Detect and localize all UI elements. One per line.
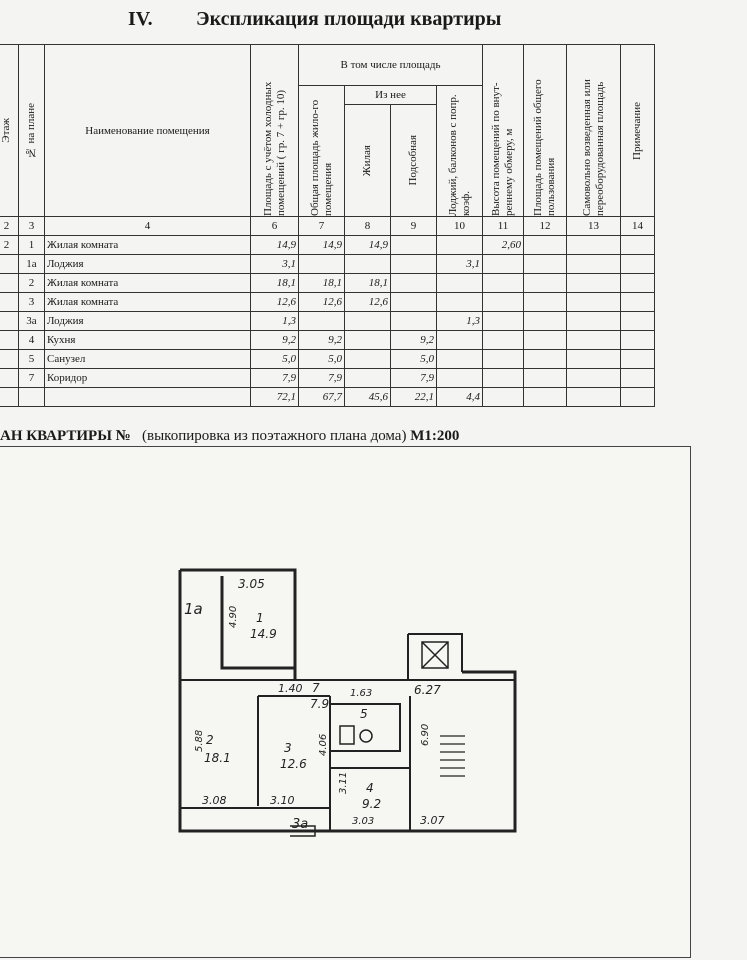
cell-c6: 14,9 [251, 236, 299, 255]
cell-empty [567, 236, 621, 255]
header-area-cold: Площадь с учётом холодных помещений ( гр. 7 + гр. 10) [261, 81, 287, 216]
cell-empty [567, 293, 621, 312]
col-num: 3 [19, 217, 45, 236]
kitchen-area: 9.2 [362, 797, 382, 811]
cell-c6: 5,0 [251, 350, 299, 369]
cell-name: Кухня [45, 331, 251, 350]
room1-area: 14.9 [250, 627, 277, 641]
cell-name: Лоджия [45, 255, 251, 274]
cell-c7 [299, 312, 345, 331]
room2-bottom-dim: 3.08 [202, 794, 227, 807]
cell-no: 7 [19, 369, 45, 388]
room3-bottom-dim: 3.10 [270, 794, 295, 807]
cell-name: Коридор [45, 369, 251, 388]
plan-scale: М1:200 [410, 428, 460, 444]
cell-no: 4 [19, 331, 45, 350]
header-room-name: Наименование помещения [85, 124, 210, 137]
cell-c7: 7,9 [299, 369, 345, 388]
cell-c10 [437, 350, 483, 369]
cell-floor [0, 255, 19, 274]
room2-side-dim: 5.88 [194, 729, 205, 752]
table-row [0, 236, 655, 255]
header-height: Высота помещений по внут-реннему обмеру, м [490, 82, 516, 216]
cell-floor [0, 312, 19, 331]
cell-c8: 14,9 [345, 236, 391, 255]
cell-c9 [391, 274, 437, 293]
cell-c9 [391, 293, 437, 312]
cell-floor [0, 331, 19, 350]
cell-name: Жилая комната [45, 274, 251, 293]
cell-floor: 2 [0, 236, 19, 255]
cell-c8 [345, 350, 391, 369]
col-num: 12 [524, 217, 567, 236]
cell-c7: 18,1 [299, 274, 345, 293]
total-area-general: 67,7 [299, 388, 345, 407]
cell-name: Лоджия [45, 312, 251, 331]
cell-empty [524, 350, 567, 369]
cell-no: 5 [19, 350, 45, 369]
cell-c9: 7,9 [391, 369, 437, 388]
bathtub-icon [340, 726, 354, 744]
cell-c7: 12,6 [299, 293, 345, 312]
explication-table [0, 44, 655, 407]
cell-no: 3 [19, 293, 45, 312]
bath-number: 5 [360, 707, 368, 721]
total-area-cold: 72,1 [251, 388, 299, 407]
header-unauthorized-area: Самовольно возведенная или переоборудованная площадь [580, 79, 606, 216]
floor-plan [0, 446, 690, 958]
cell-empty [621, 312, 655, 331]
cell-empty [621, 350, 655, 369]
table-row [0, 369, 655, 388]
cell-empty [567, 369, 621, 388]
room3-side-dim: 4.06 [318, 733, 329, 756]
cell-c7 [299, 255, 345, 274]
cell-empty [621, 236, 655, 255]
kitchen-side-dim: 3.11 [338, 771, 349, 794]
toilet-icon [360, 730, 372, 742]
loggia3-label: 3а [292, 817, 309, 832]
cell-name: Жилая комната [45, 293, 251, 312]
header-of-which: Из нее [375, 89, 406, 102]
cell-empty [567, 312, 621, 331]
stair-walls [408, 634, 462, 680]
cell-empty [524, 312, 567, 331]
header-utility: Подсобная [407, 135, 419, 186]
cell-floor [0, 293, 19, 312]
cell-empty [621, 255, 655, 274]
elevator-shaft [422, 642, 448, 668]
totals-row [0, 388, 655, 407]
cell-c6: 3,1 [251, 255, 299, 274]
cell-c11 [483, 274, 524, 293]
cell-empty [524, 331, 567, 350]
corridor-height-dim: 1.63 [350, 688, 373, 699]
cell-c6: 18,1 [251, 274, 299, 293]
corridor-width-dim: 1.40 [278, 682, 303, 695]
section-title: Экспликация площади квартиры [196, 8, 502, 30]
cell-empty [567, 274, 621, 293]
cell-c11 [483, 255, 524, 274]
cell-c6: 7,9 [251, 369, 299, 388]
loggia1-label: 1а [184, 600, 203, 618]
total-area-loggia: 4,4 [437, 388, 483, 407]
cell-empty [524, 369, 567, 388]
cell-empty [524, 293, 567, 312]
column-number-row [0, 217, 655, 236]
corridor-area: 7.9 [310, 697, 330, 711]
kitchen-number: 4 [366, 781, 374, 795]
plan-title-prefix: АН КВАРТИРЫ № [0, 428, 131, 444]
cell-no: 3а [19, 312, 45, 331]
section-number: IV. [128, 8, 153, 30]
cell-c10 [437, 369, 483, 388]
cell-c10: 3,1 [437, 255, 483, 274]
cell-c8: 12,6 [345, 293, 391, 312]
room1-side-dim: 4.90 [228, 605, 239, 628]
col-num: 4 [45, 217, 251, 236]
room1-number: 1 [256, 611, 264, 625]
kitchen-width-dim: 3.03 [352, 816, 375, 827]
cell-name: Жилая комната [45, 236, 251, 255]
table-row [0, 274, 655, 293]
table-row [0, 350, 655, 369]
table-body [0, 236, 655, 388]
col-num: 6 [251, 217, 299, 236]
header-incl-area: В том числе площадь [340, 59, 441, 71]
table-row [0, 312, 655, 331]
cell-c6: 1,3 [251, 312, 299, 331]
cell-c10: 1,3 [437, 312, 483, 331]
header-common-area: Площадь помещений общего пользования [532, 79, 558, 216]
header-loggia: Лоджий, балконов с попр. коэф. [446, 94, 472, 216]
cell-c11 [483, 331, 524, 350]
room1-top-dim: 3.05 [238, 577, 265, 591]
table-row [0, 331, 655, 350]
cell-c6: 12,6 [251, 293, 299, 312]
total-area-utility: 22,1 [391, 388, 437, 407]
cell-c11: 2,60 [483, 236, 524, 255]
table-row [0, 293, 655, 312]
cell-c10 [437, 236, 483, 255]
col-num: 10 [437, 217, 483, 236]
cell-c8 [345, 369, 391, 388]
header-total-living: Общая площадь жило-го помещения [308, 99, 334, 216]
cell-c11 [483, 350, 524, 369]
corridor-number: 7 [312, 681, 320, 695]
cell-c11 [483, 312, 524, 331]
cell-c9: 9,2 [391, 331, 437, 350]
room3-area: 12.6 [280, 757, 307, 771]
cell-c10 [437, 293, 483, 312]
header-note: Примечание [631, 101, 644, 160]
col-num: 13 [567, 217, 621, 236]
cell-name: Санузел [45, 350, 251, 369]
cell-empty [621, 369, 655, 388]
cell-c9: 5,0 [391, 350, 437, 369]
col-num: 14 [621, 217, 655, 236]
stair-bottom-dim: 3.07 [420, 814, 445, 827]
cell-c7: 9,2 [299, 331, 345, 350]
plan-title-note: (выкопировка из поэтажного плана дома) [142, 428, 407, 444]
cell-no: 1 [19, 236, 45, 255]
cell-c7: 5,0 [299, 350, 345, 369]
cell-empty [621, 274, 655, 293]
cell-c9 [391, 255, 437, 274]
table-header-row-1 [0, 45, 655, 86]
cell-c10 [437, 331, 483, 350]
cell-c9 [391, 312, 437, 331]
cell-no: 2 [19, 274, 45, 293]
cell-no: 1а [19, 255, 45, 274]
header-living: Жилая [361, 144, 373, 177]
cell-empty [567, 350, 621, 369]
header-plan-no: № на плане [25, 102, 37, 159]
col-num: 9 [391, 217, 437, 236]
room2-number: 2 [206, 733, 214, 747]
header-floor: Этаж [0, 118, 12, 143]
col-num: 8 [345, 217, 391, 236]
hall-area: 6.27 [414, 683, 441, 697]
cell-empty [567, 255, 621, 274]
room3-number: 3 [284, 741, 292, 755]
cell-floor [0, 369, 19, 388]
total-area-living: 45,6 [345, 388, 391, 407]
cell-c8 [345, 331, 391, 350]
cell-c8 [345, 312, 391, 331]
col-num: 7 [299, 217, 345, 236]
cell-empty [621, 331, 655, 350]
table-row [0, 255, 655, 274]
col-num: 11 [483, 217, 524, 236]
stair-steps [440, 736, 465, 776]
cell-empty [524, 236, 567, 255]
cell-empty [524, 255, 567, 274]
cell-c7: 14,9 [299, 236, 345, 255]
cell-floor [0, 274, 19, 293]
cell-c6: 9,2 [251, 331, 299, 350]
plan-title [0, 428, 459, 445]
cell-c11 [483, 293, 524, 312]
cell-empty [567, 331, 621, 350]
cell-c8: 18,1 [345, 274, 391, 293]
cell-c9 [391, 236, 437, 255]
cell-c11 [483, 369, 524, 388]
stair-side-dim: 6.90 [420, 723, 431, 746]
room2-area: 18.1 [204, 751, 231, 765]
col-num: 2 [0, 217, 19, 236]
cell-floor [0, 350, 19, 369]
cell-c10 [437, 274, 483, 293]
cell-empty [621, 293, 655, 312]
cell-empty [524, 274, 567, 293]
cell-c8 [345, 255, 391, 274]
